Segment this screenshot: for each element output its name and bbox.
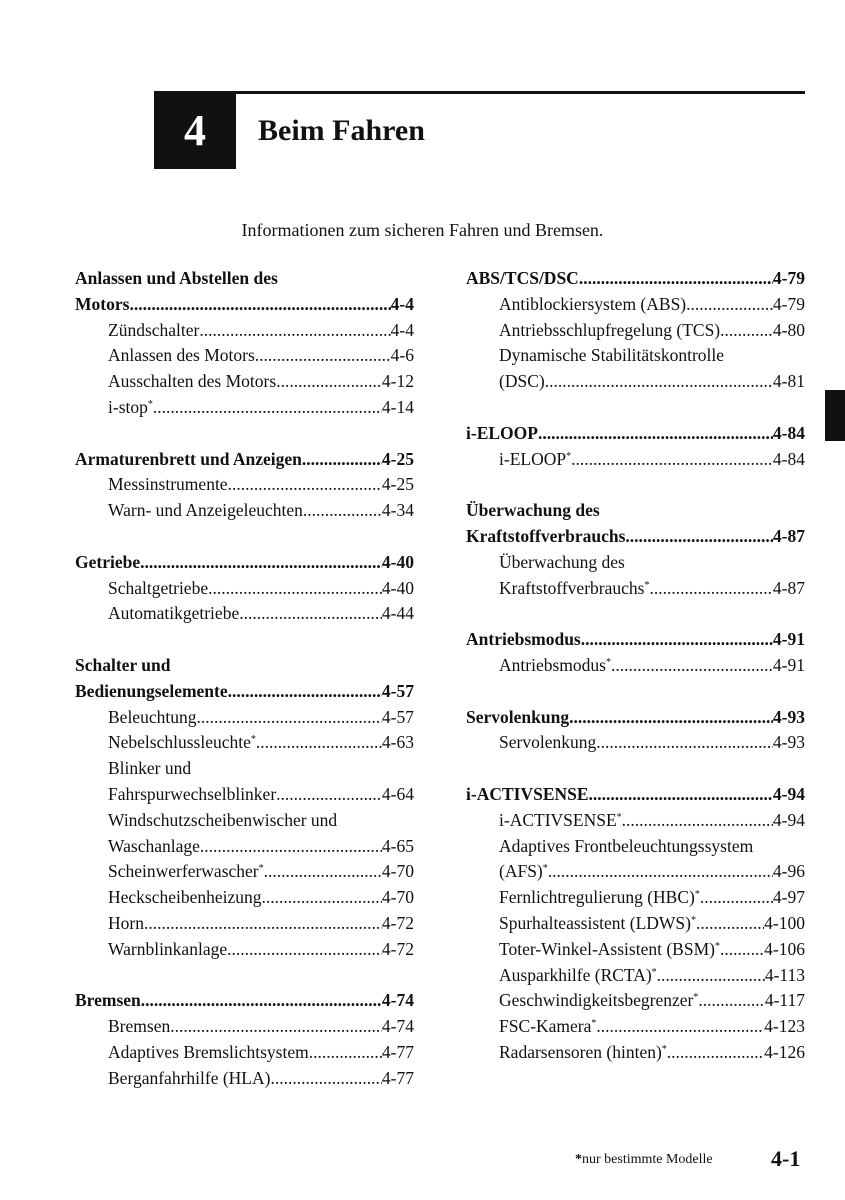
toc-entry-text: Messinstrumente: [108, 474, 228, 495]
toc-entry-title: [466, 421, 538, 447]
model-specific-asterisk: *: [714, 940, 720, 952]
toc-dot-leader: [625, 524, 773, 550]
toc-entry[interactable]: [466, 730, 805, 756]
toc-entry[interactable]: [75, 343, 414, 369]
toc-entry-text: Horn: [108, 912, 144, 933]
toc-entry[interactable]: [75, 498, 414, 524]
toc-heading-line: [75, 756, 414, 782]
toc-entry-title: [499, 859, 548, 885]
toc-spacer: [75, 524, 414, 550]
toc-entry-title: [499, 937, 720, 963]
toc-entry-text: Antriebsmodus: [466, 629, 581, 650]
chapter-thumb-tab: [825, 390, 845, 441]
toc-entry[interactable]: [75, 292, 414, 318]
toc-page-ref: 4-74: [381, 990, 414, 1011]
toc-entry-text: Fernlichtregulierung (HBC): [499, 887, 695, 908]
toc-page-ref: 4-117: [764, 990, 805, 1011]
toc-entry-title: [75, 988, 141, 1014]
toc-entry-title: [499, 885, 700, 911]
toc-entry-title: [499, 911, 696, 937]
toc-page-ref: 4-106: [764, 938, 805, 959]
toc-entry[interactable]: [466, 885, 805, 911]
toc-entry-text: Schalter und: [75, 654, 171, 675]
toc-entry-text: Überwachung des: [499, 551, 625, 572]
toc-page-ref: 4-12: [381, 371, 414, 392]
toc-dot-leader: [228, 679, 382, 705]
toc-entry-text: Zündschalter: [108, 319, 200, 340]
model-specific-asterisk: *: [591, 1018, 597, 1030]
toc-dot-leader: [596, 730, 773, 756]
toc-entry[interactable]: [466, 524, 805, 550]
toc-entry-title: [499, 834, 753, 860]
toc-page-ref: 4-4: [390, 293, 414, 314]
toc-entry[interactable]: [466, 1014, 805, 1040]
toc-entry-text: Geschwindigkeitsbegrenzer: [499, 990, 694, 1011]
toc-heading-line: [75, 266, 414, 292]
toc-entry-text: Heckscheibenheizung: [108, 887, 262, 908]
toc-page-ref: 4-84: [772, 422, 805, 443]
model-specific-asterisk: *: [690, 914, 696, 926]
chapter-title: Beim Fahren: [258, 114, 425, 147]
toc-entry[interactable]: [466, 782, 805, 808]
toc-entry-text: i-ELOOP: [499, 448, 567, 469]
toc-dot-leader: [200, 834, 382, 860]
header-rule: [236, 91, 805, 94]
footnote-mark: *: [575, 1152, 582, 1167]
toc-page-ref: 4-94: [772, 809, 805, 830]
toc-entry[interactable]: [466, 627, 805, 653]
toc-entry-title: [108, 782, 276, 808]
toc-dot-leader: [199, 318, 390, 344]
toc-entry-title: [499, 653, 611, 679]
toc-heading-line: [466, 498, 805, 524]
toc-page-ref: 4-84: [772, 448, 805, 469]
toc-entry-title: [499, 576, 649, 602]
toc-page-ref: 4-40: [381, 577, 414, 598]
toc-entry-text: Nebelschlussleuchte: [108, 732, 251, 753]
toc-dot-leader: [686, 292, 773, 318]
toc-page-ref: 4-57: [381, 706, 414, 727]
toc-dot-leader: [589, 782, 773, 808]
toc-spacer: [75, 421, 414, 447]
toc-page-ref: 4-4: [390, 319, 414, 340]
toc-entry-title: [108, 395, 153, 421]
model-specific-asterisk: *: [651, 966, 657, 978]
toc-entry[interactable]: [75, 730, 414, 756]
toc-dot-leader: [196, 705, 381, 731]
toc-page-ref: 4-70: [381, 861, 414, 882]
toc-entry-text: Scheinwerferwascher: [108, 861, 259, 882]
toc-entry[interactable]: [75, 1014, 414, 1040]
toc-entry-title: [108, 498, 303, 524]
toc-page-ref: 4-72: [381, 912, 414, 933]
toc-entry[interactable]: [75, 369, 414, 395]
toc-page-ref: 4-126: [764, 1041, 805, 1062]
toc-entry-text: Dynamische Stabilitätskontrolle: [499, 345, 725, 366]
toc-entry[interactable]: [75, 447, 414, 473]
toc-dot-leader: [144, 911, 382, 937]
toc-dot-leader: [129, 292, 390, 318]
toc-dot-leader: [227, 937, 382, 963]
toc-entry-title: [108, 601, 239, 627]
toc-entry-title: [108, 343, 255, 369]
toc-entry-title: [499, 369, 545, 395]
toc-page-ref: 4-74: [381, 1016, 414, 1037]
toc-entry-title: [499, 343, 724, 369]
toc-entry-text: Motors: [75, 293, 130, 314]
toc-entry-text: Adaptives Bremslichtsystem: [108, 1041, 309, 1062]
toc-dot-leader: [309, 1040, 382, 1066]
toc-page-ref: 4-70: [381, 887, 414, 908]
model-specific-asterisk: *: [605, 656, 611, 668]
toc-entry-title: [108, 834, 200, 860]
toc-entry-text: Automatikgetriebe: [108, 603, 240, 624]
toc-page-ref: 4-100: [764, 912, 805, 933]
toc-entry[interactable]: [466, 421, 805, 447]
toc-entry-text: Bremsen: [75, 990, 141, 1011]
toc-page-ref: 4-93: [772, 732, 805, 753]
toc-entry-text: Schaltgetriebe: [108, 577, 209, 598]
toc-entry-title: [108, 1014, 170, 1040]
toc-entry[interactable]: [75, 834, 414, 860]
toc-entry-title: [75, 550, 140, 576]
toc-entry-text: Antriebsmodus: [499, 654, 606, 675]
toc-entry-text: Kraftstoffverbrauchs: [499, 577, 645, 598]
toc-entry-title: [108, 472, 228, 498]
toc-page-ref: 4-97: [772, 887, 805, 908]
toc-entry-text: Warnblinkanlage: [108, 938, 228, 959]
model-specific-asterisk: *: [250, 734, 256, 746]
toc-page-ref: 4-44: [381, 603, 414, 624]
toc-dot-leader: [571, 447, 773, 473]
toc-page-ref: 4-65: [381, 835, 414, 856]
toc-spacer: [75, 627, 414, 653]
toc-entry[interactable]: [466, 1040, 805, 1066]
footnote-text: nur bestimmte Modelle: [582, 1152, 713, 1167]
toc-entry-text: Servolenkung: [466, 706, 570, 727]
toc-entry-text: ABS/TCS/DSC: [466, 268, 579, 288]
model-specific-asterisk: *: [616, 811, 622, 823]
toc-entry[interactable]: [75, 395, 414, 421]
toc-entry[interactable]: [466, 369, 805, 395]
toc-entry-title: [499, 292, 686, 318]
toc-entry-title: [499, 730, 596, 756]
toc-entry[interactable]: [466, 963, 805, 989]
toc-dot-leader: [208, 576, 382, 602]
toc-entry-title: [499, 808, 622, 834]
model-specific-asterisk: *: [694, 889, 700, 901]
toc-entry-title: [499, 988, 698, 1014]
chapter-number-box: [154, 91, 236, 169]
toc-entry[interactable]: [75, 937, 414, 963]
toc-page-ref: 4-25: [381, 474, 414, 495]
toc-entry-title: [108, 756, 191, 782]
toc-entry[interactable]: [75, 318, 414, 344]
toc-entry[interactable]: [75, 911, 414, 937]
toc-page-ref: 4-87: [772, 577, 805, 598]
toc-entry-title: [108, 576, 208, 602]
toc-entry-title: [108, 730, 256, 756]
toc-entry-title: [108, 885, 262, 911]
toc-spacer: [466, 395, 805, 421]
toc-page-ref: 4-34: [381, 500, 414, 521]
toc-dot-leader: [622, 808, 773, 834]
toc-entry-title: [108, 808, 337, 834]
toc-entry[interactable]: [466, 292, 805, 318]
toc-entry-title: [108, 859, 264, 885]
toc-heading-line: [466, 550, 805, 576]
toc-entry[interactable]: [466, 705, 805, 731]
toc-page-ref: 4-80: [772, 319, 805, 340]
toc-entry-title: [499, 1014, 596, 1040]
toc-dot-leader: [276, 369, 382, 395]
toc-entry-text: FSC-Kamera: [499, 1016, 592, 1037]
toc-dot-leader: [239, 601, 382, 627]
toc-heading-line: [75, 808, 414, 834]
toc-page-ref: 4-40: [381, 551, 414, 572]
toc-entry-title: [466, 524, 625, 550]
toc-entry-title: [466, 705, 569, 731]
toc-entry-text: Ausschalten des Motors: [108, 371, 277, 392]
toc-dot-leader: [548, 859, 773, 885]
toc-dot-leader: [264, 859, 382, 885]
toc-entry-text: i-stop: [108, 396, 148, 417]
toc-entry-title: [108, 937, 227, 963]
toc-dot-leader: [545, 369, 773, 395]
toc-entry-title: [499, 550, 625, 576]
toc-dot-leader: [538, 421, 773, 447]
toc-dot-leader: [228, 472, 382, 498]
toc-entry-title: [499, 1040, 667, 1066]
toc-page-ref: 4-94: [772, 783, 805, 804]
toc-dot-leader: [302, 447, 382, 473]
toc-spacer: [466, 601, 805, 627]
toc-entry-text: Windschutzscheibenwischer und: [108, 809, 338, 830]
toc-page-ref: 4-91: [772, 654, 805, 675]
toc-entry-title: [75, 679, 228, 705]
toc-entry[interactable]: [466, 859, 805, 885]
toc-entry-title: [108, 911, 144, 937]
toc-entry-text: Anlassen und Abstellen des: [75, 268, 278, 288]
toc-dot-leader: [270, 1066, 381, 1092]
toc-entry-text: i-ACTIVSENSE: [466, 783, 589, 804]
model-specific-asterisk: *: [661, 1043, 667, 1055]
toc-page-ref: 4-25: [381, 448, 414, 469]
toc-entry-title: [75, 266, 278, 292]
toc-entry-text: Kraftstoffverbrauchs: [466, 525, 626, 546]
toc-page-ref: 4-91: [772, 629, 805, 650]
toc-entry-title: [499, 963, 657, 989]
toc-page-ref: 4-113: [764, 964, 805, 985]
toc-entry-text: Waschanlage: [108, 835, 200, 856]
toc-right-column: [466, 266, 805, 1066]
toc-entry[interactable]: [466, 318, 805, 344]
toc-entry[interactable]: [75, 1040, 414, 1066]
toc-entry-text: Getriebe: [75, 551, 141, 572]
chapter-intro: Informationen zum sicheren Fahren und Bremsen.: [241, 220, 604, 240]
toc-heading-line: [466, 343, 805, 369]
toc-entry[interactable]: [75, 472, 414, 498]
toc-dot-leader: [720, 318, 773, 344]
toc-page-ref: 4-64: [381, 783, 414, 804]
toc-entry-text: Adaptives Frontbeleuchtungssystem: [499, 835, 754, 856]
toc-page-ref: 4-79: [772, 293, 805, 314]
toc-entry[interactable]: [75, 705, 414, 731]
toc-entry-text: Ausparkhilfe (RCTA): [499, 964, 652, 985]
toc-entry[interactable]: [466, 937, 805, 963]
model-specific-asterisk: *: [258, 863, 264, 875]
toc-dot-leader: [141, 988, 382, 1014]
toc-entry[interactable]: [75, 988, 414, 1014]
toc-entry-text: (DSC): [499, 371, 545, 392]
toc-entry-title: [75, 447, 302, 473]
toc-entry-title: [108, 318, 199, 344]
toc-entry[interactable]: [466, 447, 805, 473]
toc-dot-leader: [649, 576, 772, 602]
model-specific-asterisk: *: [542, 863, 548, 875]
toc-page-ref: 4-96: [772, 861, 805, 882]
toc-entry-text: Anlassen des Motors: [108, 345, 255, 366]
toc-entry[interactable]: [466, 911, 805, 937]
model-specific-asterisk: *: [566, 450, 572, 462]
toc-entry[interactable]: [75, 1066, 414, 1092]
toc-left-column: [75, 266, 414, 1092]
toc-entry-text: Servolenkung: [499, 732, 597, 753]
model-specific-asterisk: *: [693, 992, 699, 1004]
toc-dot-leader: [153, 395, 382, 421]
toc-spacer: [466, 756, 805, 782]
toc-entry[interactable]: [75, 679, 414, 705]
toc-entry-text: Warn- und Anzeigeleuchten: [108, 500, 303, 521]
toc-dot-leader: [303, 498, 382, 524]
toc-entry-text: (AFS): [499, 861, 543, 882]
toc-page-ref: 4-6: [390, 345, 414, 366]
toc-entry-text: Überwachung des: [466, 500, 600, 521]
toc-entry-title: [108, 1066, 270, 1092]
toc-page-ref: 4-14: [381, 396, 414, 417]
toc-entry-text: Antriebsschlupfregelung (TCS): [499, 319, 721, 340]
toc-page-ref: 4-77: [381, 1041, 414, 1062]
toc-entry-text: Radarsensoren (hinten): [499, 1041, 662, 1062]
toc-entry-text: Antiblockiersystem (ABS): [499, 293, 687, 314]
toc-entry[interactable]: [75, 885, 414, 911]
toc-entry[interactable]: [466, 266, 805, 292]
toc-dot-leader: [579, 266, 773, 292]
toc-dot-leader: [140, 550, 382, 576]
toc-page-ref: 4-72: [381, 938, 414, 959]
toc-dot-leader: [276, 782, 382, 808]
toc-entry-title: [108, 1040, 309, 1066]
toc-entry[interactable]: [466, 576, 805, 602]
toc-dot-leader: [700, 885, 773, 911]
toc-dot-leader: [698, 988, 764, 1014]
toc-entry-text: Berganfahrhilfe (HLA): [108, 1067, 271, 1088]
toc-entry-title: [466, 266, 579, 292]
toc-page-ref: 4-123: [764, 1016, 805, 1037]
toc-dot-leader: [262, 885, 382, 911]
toc-entry[interactable]: [75, 601, 414, 627]
toc-entry[interactable]: [75, 859, 414, 885]
page-number: 4-1: [771, 1146, 801, 1171]
toc-dot-leader: [611, 653, 773, 679]
toc-dot-leader: [255, 343, 391, 369]
toc-dot-leader: [667, 1040, 764, 1066]
toc-entry-text: Blinker und: [108, 758, 192, 779]
toc-dot-leader: [569, 705, 773, 731]
toc-dot-leader: [596, 1014, 764, 1040]
toc-entry-title: [499, 447, 571, 473]
toc-entry[interactable]: [466, 653, 805, 679]
toc-entry-text: i-ELOOP: [466, 422, 538, 443]
toc-heading-line: [75, 653, 414, 679]
toc-dot-leader: [170, 1014, 382, 1040]
toc-page-ref: 4-57: [381, 680, 414, 701]
toc-entry[interactable]: [75, 782, 414, 808]
toc-entry-title: [466, 627, 581, 653]
toc-page-ref: 4-87: [772, 525, 805, 546]
toc-entry-title: [466, 498, 600, 524]
toc-entry[interactable]: [75, 550, 414, 576]
model-specific-asterisk: *: [147, 398, 153, 410]
toc-page-ref: 4-93: [772, 706, 805, 727]
toc-entry-text: Bedienungselemente: [75, 680, 228, 701]
toc-entry-text: Beleuchtung: [108, 706, 197, 727]
toc-dot-leader: [657, 963, 765, 989]
toc-entry-title: [108, 705, 196, 731]
toc-heading-line: [466, 834, 805, 860]
toc-entry[interactable]: [466, 808, 805, 834]
toc-entry-title: [108, 369, 276, 395]
toc-dot-leader: [720, 937, 764, 963]
toc-spacer: [466, 679, 805, 705]
toc-entry-text: Spurhalteassistent (LDWS): [499, 912, 691, 933]
toc-entry-title: [499, 318, 720, 344]
chapter-number: 4: [184, 105, 206, 155]
footnote: [575, 1152, 713, 1168]
toc-entry[interactable]: [75, 576, 414, 602]
toc-entry[interactable]: [466, 988, 805, 1014]
toc-entry-text: Fahrspurwechselblinker: [108, 783, 277, 804]
toc-dot-leader: [696, 911, 764, 937]
toc-dot-leader: [256, 730, 382, 756]
toc-entry-text: i-ACTIVSENSE: [499, 809, 617, 830]
toc-page-ref: 4-81: [772, 371, 805, 392]
model-specific-asterisk: *: [644, 579, 650, 591]
toc-dot-leader: [581, 627, 773, 653]
toc-entry-text: Armaturenbrett und Anzeigen: [75, 448, 302, 469]
toc-page-ref: 4-77: [381, 1067, 414, 1088]
toc-entry-title: [75, 653, 170, 679]
toc-page-ref: 4-63: [381, 732, 414, 753]
toc-entry-title: [466, 782, 589, 808]
toc-spacer: [466, 472, 805, 498]
toc-page-ref: 4-79: [772, 268, 805, 288]
toc-entry-text: Toter-Winkel-Assistent (BSM): [499, 938, 715, 959]
toc-spacer: [75, 963, 414, 989]
toc-entry-text: Bremsen: [108, 1016, 171, 1037]
toc-entry-title: [75, 292, 129, 318]
